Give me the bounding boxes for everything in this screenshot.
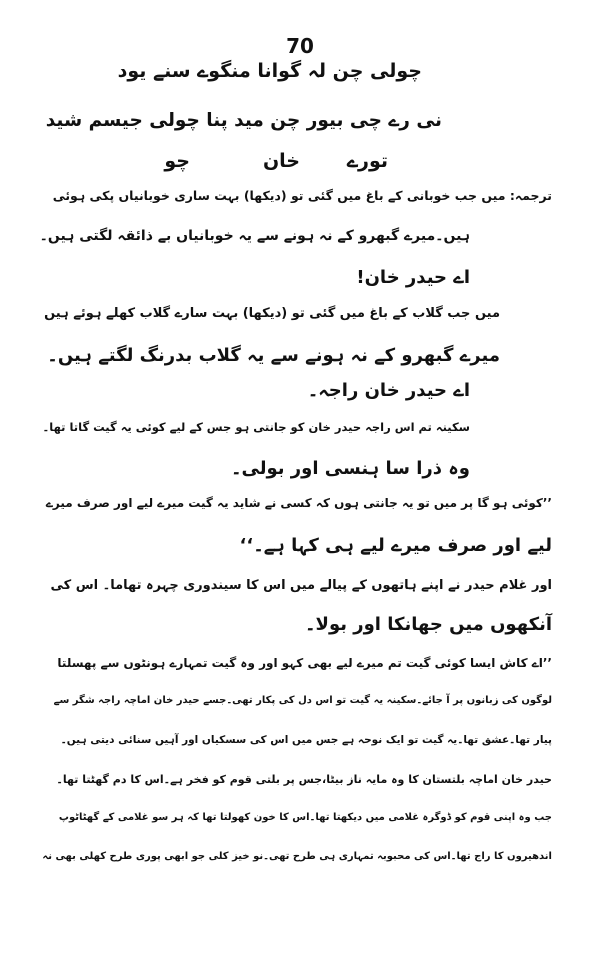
text-line-18: اندھیروں کا راج تھا۔اس کی محبوبہ تمہاری ہی طرح تھی۔نو خیز کلی جو ابھی پوری طرح کھلی بھی نہ bbox=[42, 851, 552, 862]
text-line-16: حیدر خان اماچہ بلتستان کا وہ مایہ ناز بیٹا،جس پر بلتی قوم کو فخر ہے۔اس کا دم گھٹتا تھا۔ bbox=[56, 773, 552, 786]
text-line-8: وہ ذرا سا ہنسی اور بولی۔ bbox=[230, 458, 470, 479]
text-line-11: اور غلام حیدر نے اپنے ہاتھوں کے پیالے میں اس کا سیندوری چہرہ تھاما۔ اس کی bbox=[50, 578, 552, 593]
text-line-13: ’’اے کاش ایسا کوئی گیت تم میرے لیے بھی کہو اور وہ گیت تمہارے ہونٹوں سے پھسلتا bbox=[57, 656, 552, 670]
text-line-6: اے حیدر خان راجہ۔ bbox=[307, 380, 470, 401]
text-line-7: سکینہ تم اس راجہ حیدر خان کو جانتی ہو جس کے لیے کوئی یہ گیت گاتا تھا۔ bbox=[42, 420, 470, 434]
verse-line-3-word-3: چو bbox=[164, 150, 190, 172]
text-line-14: لوگوں کی زبانوں پر آ جائے۔سکینہ یہ گیت تو اس دل کی پکار تھی۔جسے حیدر خان اماچہ راجہ شگر سے bbox=[53, 695, 552, 706]
text-line-5: میرے گبھرو کے نہ ہونے سے یہ گلاب بدرنگ لگتے ہیں۔ bbox=[47, 345, 500, 366]
verse-line-1: چولی چن لہ گوانا منگوے سنے یود bbox=[117, 60, 422, 82]
text-line-10: لیے اور صرف میرے لیے ہی کہا ہے۔‘‘ bbox=[239, 535, 552, 556]
verse-line-3-word-1: تورے bbox=[346, 150, 388, 172]
verse-line-2: نی رے چی بیور چن مید پنا چولی جیسم شید bbox=[45, 110, 442, 131]
verse-line-3-word-2: خان bbox=[262, 150, 300, 172]
text-line-4: میں جب گلاب کے باغ میں گئی تو (دیکھا) بہت سارے گلاب کھلے ہوئے ہیں bbox=[44, 306, 500, 321]
text-line-17: جب وہ اپنی قوم کو ڈوگرہ غلامی میں دیکھتا تھا۔اس کا خون کھولتا تھا کہ ہر سو غلامی کے گھٹاٹوپ bbox=[58, 812, 552, 823]
text-line-15: پیار تھا۔عشق تھا۔یہ گیت تو ایک نوحہ ہے جس میں اس کی سسکیاں اور آہیں سنائی دیتی ہیں۔ bbox=[60, 734, 552, 746]
text-line-2: ہیں۔میرے گبھرو کے نہ ہونے سے یہ خوبانیاں بے ذائقہ لگتی ہیں۔ bbox=[39, 228, 470, 244]
text-line-1: ترجمہ: میں جب خوبانی کے باغ میں گئی تو (دیکھا) بہت ساری خوبانیاں پکی ہوئی bbox=[52, 188, 552, 203]
page-number: 70 bbox=[286, 34, 314, 58]
text-line-12: آنکھوں میں جھانکا اور بولا۔ bbox=[305, 614, 552, 635]
text-line-9: ’’کوئی ہو گا پر میں تو یہ جانتی ہوں کہ کسی نے شاید یہ گیت میرے لیے اور صرف میرے bbox=[45, 496, 552, 510]
text-line-3: اے حیدر خان! bbox=[356, 267, 470, 288]
